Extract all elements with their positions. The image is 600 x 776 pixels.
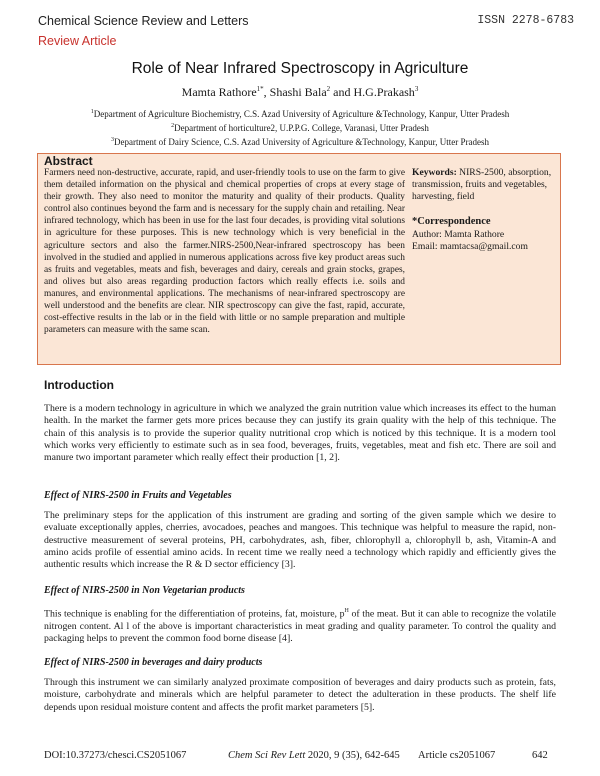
affiliation: $^3$Department of Dairy Science, C.S. Azad University of Agriculture &Technology, Kanpur, Utter Pradesh (110, 137, 490, 147)
section-text-nonveg: This technique is enabling for the differentiation of proteins, fat, moisture, $p^H$ of the meat. But it can able to recognize the volatile nitrogen content. Al l of the above is important characteristics in meat grading and quality parameter. To control the quality and packaging helps to prevent the common food borne disease [4]. (44, 608, 556, 644)
article-type: Review Article (38, 34, 117, 48)
affiliations (0, 106, 600, 148)
keywords (412, 167, 552, 203)
section-text-fruits: The preliminary steps for the application of this instrument are grading and sorting of the given sample which we desire to evaluate exceptionally apples, cherries, avocadoes, peaches and mangoes. This technique was helpful to measure the rapid, non-destructive measurement of several proteins, PH, carbohydrates, ash, fiber, chlorophyll a, chlorophyll b, ash, Vitamin-A and amino acids profile of essential amino acids. In recent time we really need a technology which rapidly and efficiently gives the authentic results which increase the R & D sector efficiency [3]. (44, 510, 556, 571)
author-name: Shashi Bala (269, 85, 327, 99)
footer-doi[interactable]: DOI:10.37273/chesci.CS2051067 (44, 750, 187, 761)
author-name: Mamta Rathore (181, 85, 257, 99)
journal-name: Chemical Science Review and Letters (38, 14, 249, 28)
affiliation: $^2$Department of horticulture2, U.P.P.G. College, Varanasi, Utter Pradesh (171, 123, 429, 133)
section-heading-nonveg: Effect of NIRS-2500 in Non Vegetarian products (44, 585, 245, 596)
abstract-text: Farmers need non-destructive, accurate, rapid, and user-friendly tools to use on the farm to give them detailed information on the physical and chemical properties of crops at every stage of their growth. They also need to monitor the maturity and quality of their products. Quality control also continues beyond the farm and is necessary for the supply chain and retailing. Near infrared technology, which has been in use for the last four decades, is providing vital solutions in agriculture for these purposes. This is new technology which is very beneficial in the agriculture sectors and also the farmer.NIRS-2500,Near-infrared spectroscopy has been involved in the studied and applied in numerous applications across five key product areas such as fruits and vegetables, meats and fish, beverages and dairy, cereals and grain stocks, grapes, and olives but also areas regarding production factors which really effects i.e. soils and manures, and environmental applications. The mechanisms of near-infrared spectroscopy are well understood and the benefits are clear. NIR spectroscopy can give the fast, rapid, accurate, cost-effective results in the lab or in the field with little or no sample preparation and multiple parameters can measure with the same scan. (44, 168, 405, 336)
keywords-text: NIRS-2500, absorption, transmission, fruits and vegetables, harvesting, field (412, 167, 552, 202)
abstract-heading: Abstract (44, 154, 93, 168)
footer-citation: Chem Sci Rev Lett 2020, 9 (35), 642-645 (228, 750, 400, 761)
correspondence-email[interactable]: Email: mamtacsa@gmail.com (412, 241, 528, 252)
keywords-label: Keywords: (412, 167, 457, 178)
author-sup: 2 (326, 85, 331, 93)
section-heading-dairy: Effect of NIRS-2500 in beverages and dairy products (44, 657, 263, 668)
issn: ISSN 2278-6783 (477, 14, 574, 27)
correspondence-author: Author: Mamta Rathore (412, 229, 505, 240)
author-sup: 3 (414, 85, 419, 93)
introduction-heading: Introduction (44, 378, 114, 392)
introduction-text: There is a modern technology in agriculture in which we analyzed the grain nutrition value which increases its effect to the human health. In the market the farmer gets more prices because they can justify its grain quality with the help of this technique. The chain of this analysis is to provide the superior quality nutritional crop which is noticed by this technique. It is a modern tool which works very efficiently to estimate such as in sea food, beverages, fruits, vegetables, meat and fish etc. There are soil and manure two important parameter which really effect their production [1, 2]. (44, 403, 556, 464)
author-sup: 1* (256, 85, 264, 93)
author-name: H.G.Prakash (353, 85, 415, 99)
correspondence (412, 229, 552, 253)
page-number: 642 (532, 750, 548, 761)
section-text-dairy: Through this instrument we can similarly analyzed proximate composition of beverages and dairy products such as protein, fats, moisture, carbohydrate and minerals which are helpful parameter to detect the adulteration in these products. The shelf life depends upon residual moisture content and affects the profit market parameters [5]. (44, 677, 556, 713)
section-heading-fruits: Effect of NIRS-2500 in Fruits and Vegetables (44, 490, 232, 501)
paper-title: Role of Near Infrared Spectroscopy in Agriculture (131, 60, 469, 77)
affiliation: $^1$Department of Agriculture Biochemistry, C.S. Azad University of Agriculture &Technology, Kanpur, Utter Pradesh (90, 109, 510, 119)
author-list: Mamta Rathore$^{1*}$, Shashi Bala$^2$ and H.G.Prakash$^3$ (181, 85, 419, 99)
correspondence-heading: *Correspondence (412, 216, 491, 227)
footer-article: Article cs2051067 (418, 750, 496, 761)
